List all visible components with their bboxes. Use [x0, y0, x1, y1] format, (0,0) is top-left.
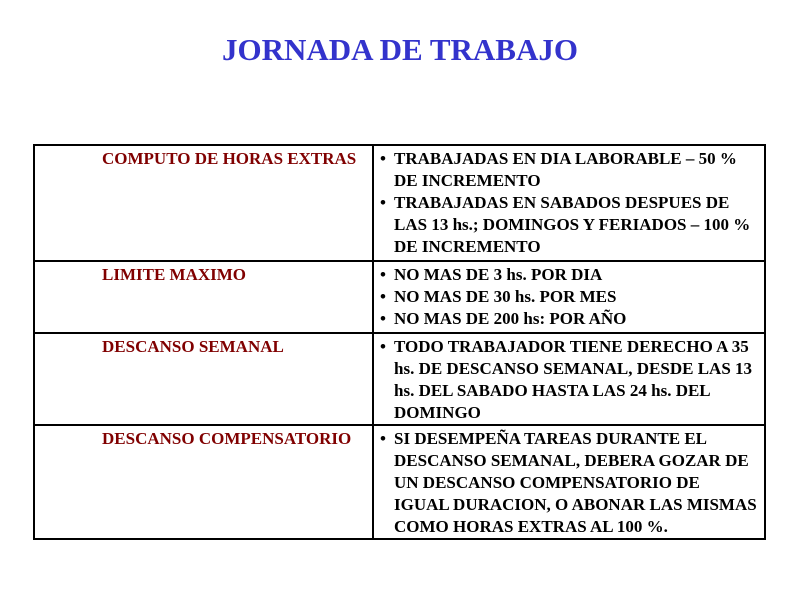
table-row	[34, 425, 765, 539]
bullet-list	[378, 428, 758, 538]
bullet-item: • SI DESEMPEÑA TAREAS DURANTE EL DESCANSO SEMANAL, DEBERA GOZAR DE UN DESCANSO COMPENSATORIO DE IGUAL DURACION, O ABONAR LAS MISMAS COMO HORAS EXTRAS AL 100 %.	[378, 428, 758, 538]
row-content	[373, 261, 765, 333]
page-title: JORNADA DE TRABAJO	[222, 32, 578, 67]
table-row	[34, 333, 765, 425]
row-content	[373, 333, 765, 425]
table-row	[34, 261, 765, 333]
row-label: LIMITE MAXIMO	[34, 261, 373, 333]
bullet-list	[378, 264, 758, 330]
row-content	[373, 145, 765, 261]
work-schedule-table	[33, 144, 766, 540]
row-label: DESCANSO SEMANAL	[34, 333, 373, 425]
row-label: COMPUTO DE HORAS EXTRAS	[34, 145, 373, 261]
bullet-list	[378, 336, 758, 424]
bullet-item: • NO MAS DE 200 hs: POR AÑO	[378, 308, 758, 330]
bullet-item: • NO MAS DE 3 hs. POR DIA	[378, 264, 758, 286]
bullet-item: • TRABAJADAS EN SABADOS DESPUES DE LAS 13 hs.; DOMINGOS Y FERIADOS – 100 % DE INCREMENTO	[378, 192, 758, 258]
bullet-item: • TODO TRABAJADOR TIENE DERECHO A 35 hs. DE DESCANSO SEMANAL, DESDE LAS 13 hs. DEL SABADO HASTA LAS 24 hs. DEL DOMINGO	[378, 336, 758, 424]
row-label: DESCANSO COMPENSATORIO	[34, 425, 373, 539]
row-content	[373, 425, 765, 539]
bullet-item: • TRABAJADAS EN DIA LABORABLE – 50 % DE INCREMENTO	[378, 148, 758, 192]
bullet-item: • NO MAS DE 30 hs. POR MES	[378, 286, 758, 308]
table-row	[34, 145, 765, 261]
bullet-list	[378, 148, 758, 258]
